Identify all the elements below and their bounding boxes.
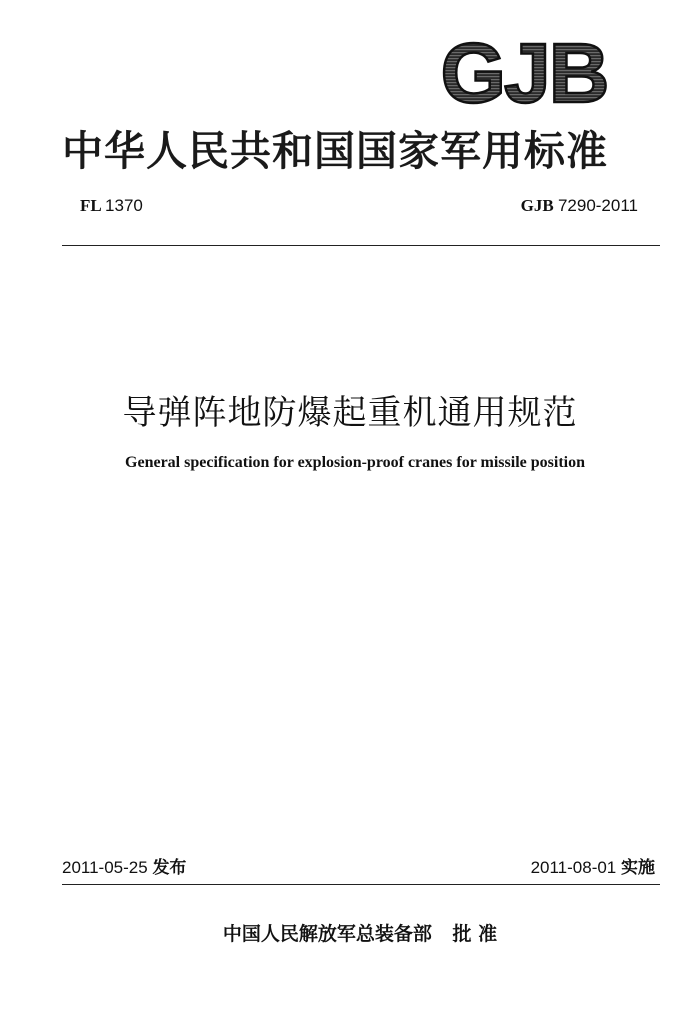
- standard-code-prefix: GJB: [520, 196, 554, 215]
- document-title-chinese: 导弹阵地防爆起重机通用规范: [122, 393, 578, 433]
- logo-text: GJB: [440, 34, 608, 112]
- approval-label: 批 准: [452, 923, 498, 945]
- classification-prefix: FL: [80, 196, 101, 215]
- issue-label: 发布: [152, 858, 187, 878]
- standard-name: 中华人民共和国国家军用标准: [62, 127, 608, 175]
- implement-date-line: [531, 853, 655, 878]
- approval-line: [0, 919, 700, 946]
- gjb-logo: [428, 34, 620, 112]
- document-title-english: General specification for explosion-proof cranes for missile position: [125, 454, 585, 471]
- standard-code-number: 7290-2011: [557, 196, 638, 215]
- issue-date: 2011-05-25: [62, 858, 148, 877]
- classification-code: [80, 196, 143, 216]
- approving-authority: 中国人民解放军总装备部: [222, 923, 432, 945]
- implement-date: 2011-08-01: [530, 858, 617, 877]
- classification-number: 1370: [105, 196, 143, 215]
- bottom-divider: [62, 884, 660, 885]
- top-divider: [62, 245, 660, 246]
- gjb-logo-graphic: [428, 34, 620, 112]
- implement-label: 实施: [621, 858, 655, 878]
- issue-date-line: [62, 853, 186, 878]
- standard-code: [521, 196, 638, 216]
